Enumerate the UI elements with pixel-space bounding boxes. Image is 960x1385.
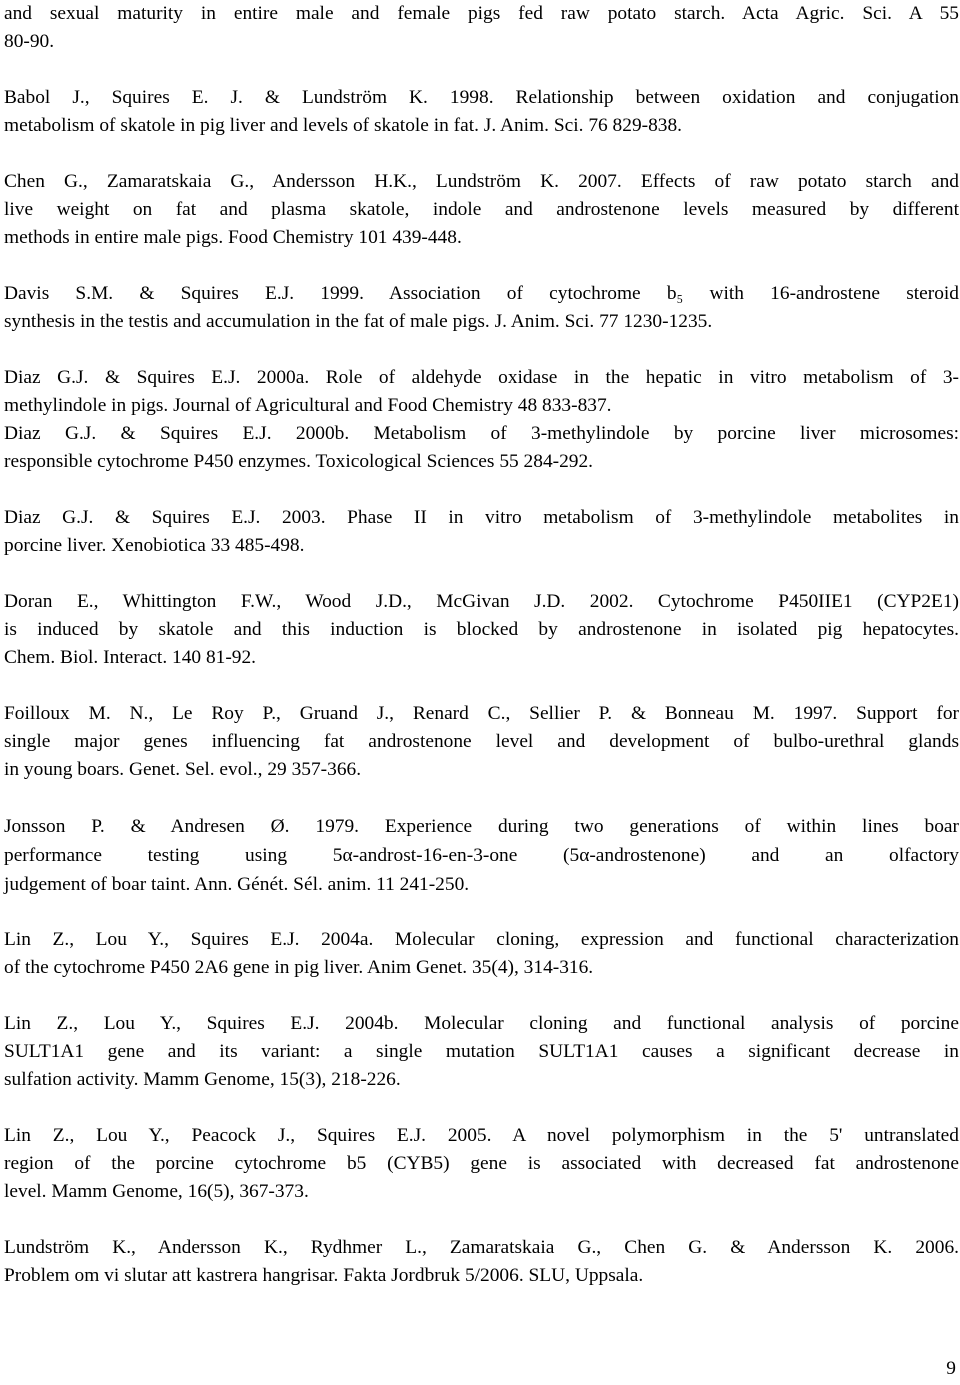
reference-line: Diaz G.J. & Squires E.J. 2003. Phase II in vitro metabolism of 3-methylindole metabolites in (4, 507, 959, 528)
reference-entry (4, 1234, 959, 1290)
reference-line: judgement of boar taint. Ann. Génét. Sél. anim. 11 241-250. (4, 874, 470, 895)
reference-line: single major genes influencing fat androstenone level and development of bulbo-urethral glands (4, 731, 959, 752)
reference-line: porcine liver. Xenobiotica 33 485-498. (4, 535, 305, 556)
reference-line: 80-90. (4, 31, 55, 52)
reference-line: Chem. Biol. Interact. 140 81-92. (4, 647, 257, 668)
reference-line: region of the porcine cytochrome b5 (CYB5) gene is associated with decreased fat androstenone (4, 1153, 959, 1174)
reference-entry (4, 168, 959, 252)
reference-line: sulfation activity. Mamm Genome, 15(3), 218-226. (4, 1069, 401, 1090)
reference-line: metabolism of skatole in pig liver and levels of skatole in fat. J. Anim. Sci. 76 829-838. (4, 115, 683, 136)
reference-entry (4, 0, 959, 56)
reference-line: methylindole in pigs. Journal of Agricultural and Food Chemistry 48 833-837. (4, 395, 612, 416)
reference-entry (4, 700, 959, 784)
reference-entry (4, 926, 959, 982)
reference-line: Davis S.M. & Squires E.J. 1999. Association of cytochrome b₅ with 16-androstene steroid (4, 283, 959, 304)
reference-line: synthesis in the testis and accumulation in the fat of male pigs. J. Anim. Sci. 77 1230-1235. (4, 311, 713, 332)
reference-line: live weight on fat and plasma skatole, indole and androstenone levels measured by different (4, 199, 959, 220)
reference-line: Lin Z., Lou Y., Squires E.J. 2004b. Molecular cloning and functional analysis of porcine (4, 1013, 959, 1034)
reference-entry (4, 364, 959, 420)
reference-entry (4, 504, 959, 560)
reference-entry (4, 1010, 959, 1094)
reference-line: SULT1A1 gene and its variant: a single mutation SULT1A1 causes a significant decrease in (4, 1041, 959, 1062)
reference-line: Chen G., Zamaratskaia G., Andersson H.K., Lundström K. 2007. Effects of raw potato starch and (4, 171, 959, 192)
reference-line: is induced by skatole and this induction is blocked by androstenone in isolated pig hepatocytes. (4, 619, 959, 640)
reference-line: Babol J., Squires E. J. & Lundström K. 1998. Relationship between oxidation and conjugation (4, 87, 959, 108)
reference-line: Lundström K., Andersson K., Rydhmer L., Zamaratskaia G., Chen G. & Andersson K. 2006. (4, 1237, 959, 1258)
reference-line: responsible cytochrome P450 enzymes. Toxicological Sciences 55 284-292. (4, 451, 594, 472)
reference-line: in young boars. Genet. Sel. evol., 29 357-366. (4, 759, 362, 780)
reference-line: of the cytochrome P450 2A6 gene in pig liver. Anim Genet. 35(4), 314-316. (4, 957, 594, 978)
reference-entry (4, 84, 959, 140)
reference-line: methods in entire male pigs. Food Chemistry 101 439-448. (4, 227, 462, 248)
reference-entry (4, 420, 959, 476)
reference-entry (4, 588, 959, 672)
page-number: 9 (946, 1358, 956, 1379)
reference-entry (4, 812, 959, 899)
reference-line: Problem om vi slutar att kastrera hangrisar. Fakta Jordbruk 5/2006. SLU, Uppsala. (4, 1265, 644, 1286)
reference-line: Lin Z., Lou Y., Squires E.J. 2004a. Molecular cloning, expression and functional characterization (4, 929, 959, 950)
reference-line: and sexual maturity in entire male and female pigs fed raw potato starch. Acta Agric. Sci. A 55 (4, 3, 959, 24)
reference-line: Foilloux M. N., Le Roy P., Gruand J., Renard C., Sellier P. & Bonneau M. 1997. Support for (4, 703, 959, 724)
reference-entry (4, 1122, 959, 1206)
reference-entry (4, 280, 959, 336)
reference-line: Lin Z., Lou Y., Peacock J., Squires E.J. 2005. A novel polymorphism in the 5' untranslated (4, 1125, 959, 1146)
reference-line: level. Mamm Genome, 16(5), 367-373. (4, 1181, 309, 1202)
reference-line: performance testing using 5α-androst-16-en-3-one (5α-androstenone) and an olfactory (4, 845, 959, 866)
reference-line: Diaz G.J. & Squires E.J. 2000b. Metabolism of 3-methylindole by porcine liver microsomes: (4, 423, 959, 444)
reference-line: Doran E., Whittington F.W., Wood J.D., McGivan J.D. 2002. Cytochrome P450IIE1 (CYP2E1) (4, 591, 959, 612)
reference-line: Diaz G.J. & Squires E.J. 2000a. Role of aldehyde oxidase in the hepatic in vitro metabolism of 3- (4, 367, 959, 388)
reference-line: Jonsson P. & Andresen Ø. 1979. Experience during two generations of within lines boar (4, 816, 959, 837)
